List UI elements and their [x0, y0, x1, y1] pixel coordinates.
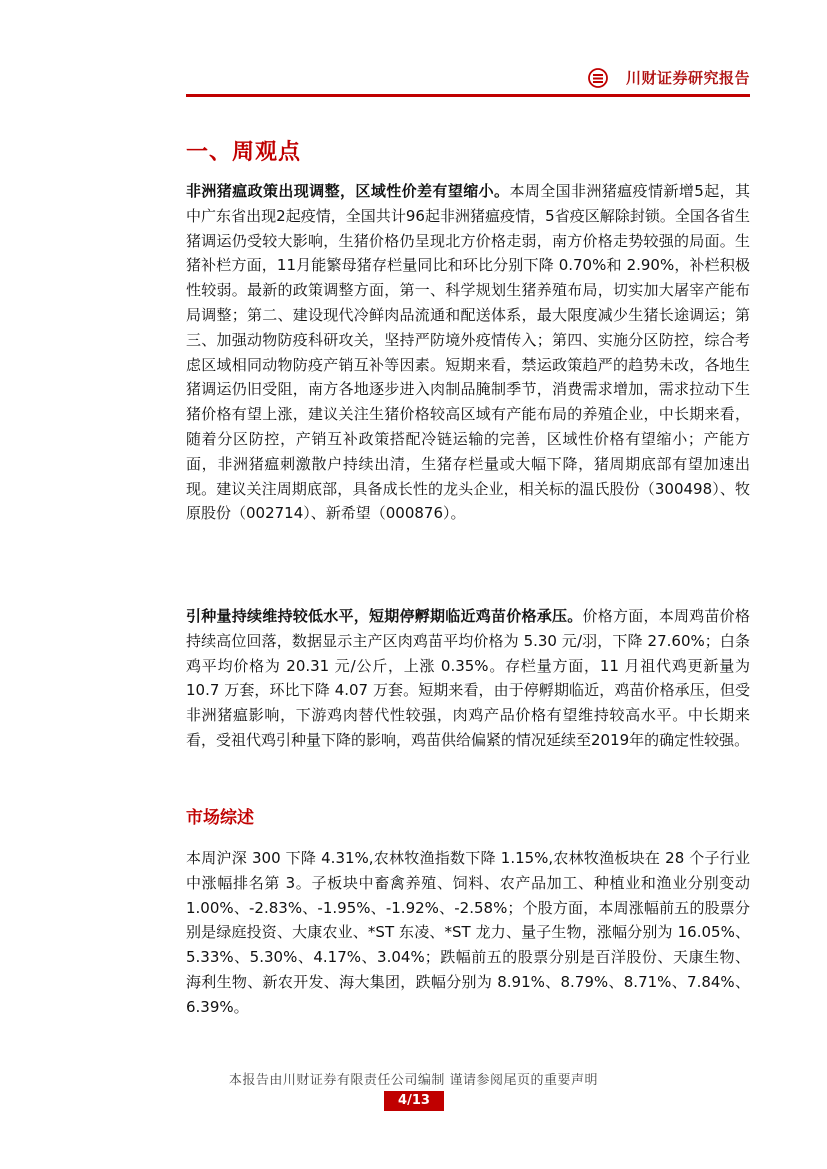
- paragraph-hog-market: [186, 179, 750, 526]
- paragraph-lead: 引种量持续维持较低水平，短期停孵期临近鸡苗价格承压。: [186, 607, 583, 625]
- paragraph-lead: 非洲猪瘟政策出现调整，区域性价差有望缩小。: [186, 182, 510, 200]
- company-logo-icon: [588, 68, 608, 88]
- paragraph-poultry-market: [186, 604, 750, 753]
- paragraph-body: 价格方面，本周鸡苗价格持续高位回落，数据显示主产区肉鸡苗平均价格为 5.30 元/羽，下降 27.60%；白条鸡平均价格为 20.31 元/公斤，上涨 0.35%。存栏量方面，11 月祖代鸡更新量为 10.7 万套，环比下降 4.07 万套。短期来看，由于停孵期临近，鸡苗价格承压，但受非洲猪瘟影响，下游鸡肉替代性较强，肉鸡产品价格有望维持较高水平。中长期来看，受祖代鸡引种量下降的影响，鸡苗供给偏紧的情况延续至2019年的确定性较强。: [186, 607, 750, 749]
- market-review-heading: 市场综述: [186, 808, 254, 828]
- header-divider: [186, 94, 750, 97]
- page-number: 4/13: [384, 1091, 444, 1111]
- section-title: 一、周观点: [186, 140, 302, 165]
- paragraph-body: 本周沪深 300 下降 4.31%,农林牧渔指数下降 1.15%,农林牧渔板块在 28 个子行业中涨幅排名第 3。子板块中畜禽养殖、饲料、农产品加工、种植业和渔业分别变动 1.00%、-2.83%、-1.95%、-1.92%、-2.58%；个股方面，本周涨幅前五的股票分别是绿庭投资、大康农业、*ST 东凌、*ST 龙力、量子生物，涨幅分别为 16.05%、5.33%、5.30%、4.17%、3.04%；跌幅前五的股票分别是百洋股份、天康生物、海利生物、新农开发、海大集团，跌幅分别为 8.91%、8.79%、8.71%、7.84%、6.39%。: [186, 849, 750, 1016]
- report-series-title: 川财证券研究报告: [625, 69, 750, 87]
- footer-disclaimer: 本报告由川财证券有限责任公司编制 谨请参阅尾页的重要声明: [228, 1073, 599, 1088]
- page-header: [186, 66, 750, 96]
- paragraph-market-review: [186, 846, 750, 1020]
- paragraph-body: 本周全国非洲猪瘟疫情新增5起，其中广东省出现2起疫情，全国共计96起非洲猪瘟疫情，5省疫区解除封锁。全国各省生猪调运仍受较大影响，生猪价格仍呈现北方价格走弱，南方价格走势较强的局面。生猪补栏方面，11月能繁母猪存栏量同比和环比分别下降 0.70%和 2.90%，补栏积极性较弱。最新的政策调整方面，第一、科学规划生猪养殖布局，切实加大屠宰产能布局调整；第二、建设现代冷鲜肉品流通和配送体系，最大限度减少生猪长途调运；第三、加强动物防疫科研攻关，坚持严防境外疫情传入；第四、实施分区防控，综合考虑区域相同动物防疫产销互补等因素。短期来看，禁运政策趋严的趋势未改，各地生猪调运仍旧受阻，南方各地逐步进入肉制品腌制季节，消费需求增加，需求拉动下生猪价格有望上涨，建议关注生猪价格较高区域有产能布局的养殖企业，中长期来看，随着分区防控，产销互补政策搭配冷链运输的完善，区域性价格有望缩小；产能方面，非洲猪瘟刺激散户持续出清，生猪存栏量或大幅下降，猪周期底部有望加速出现。建议关注周期底部，具备成长性的龙头企业，相关标的温氏股份（300498）、牧原股份（002714）、新希望（000876）。: [186, 182, 750, 523]
